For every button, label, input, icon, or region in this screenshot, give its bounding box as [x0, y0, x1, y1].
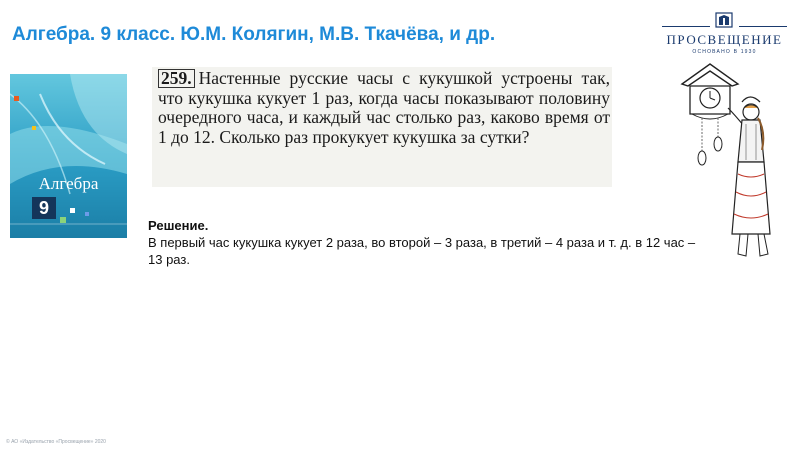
copyright-footer: © АО «Издательство «Просвещение» 2020	[6, 439, 106, 445]
publisher-logo	[662, 10, 787, 60]
publisher-subtitle: ОСНОВАНО В 1930	[692, 49, 757, 55]
solution-heading: Решение.	[148, 218, 209, 233]
solution-text: В первый час кукушка кукует 2 раза, во второй – 3 раза, в третий – 4 раза и т. д. в 12 час – 13 раз.	[148, 235, 696, 267]
textbook-cover	[10, 74, 127, 238]
problem-number: 259.	[158, 69, 195, 88]
cover-art-icon	[10, 74, 127, 238]
problem-scan	[152, 67, 612, 187]
cover-grade: 9	[32, 197, 56, 219]
problem-body: Настенные русские часы с кукушкой устроены так, что кукушка кукует 1 раз, когда часы показывают половину очередного часа, и каждый час столько раз, каково время от 1 до 12. Сколько раз прокукует кукушка за сутки?	[158, 68, 610, 147]
solution-block	[148, 217, 708, 268]
page-title: Алгебра. 9 класс. Ю.М. Колягин, М.В. Ткачёва, и др.	[12, 24, 496, 45]
publisher-name: ПРОСВЕЩЕНИЕ	[666, 32, 783, 47]
logo-line-left	[662, 26, 710, 27]
problem-text	[158, 69, 610, 147]
logo-line-right	[739, 26, 787, 27]
cuckoo-clock-woman-illustration-icon	[672, 62, 782, 267]
cover-title: Алгебра	[38, 174, 99, 193]
publisher-emblem-icon	[715, 12, 733, 28]
